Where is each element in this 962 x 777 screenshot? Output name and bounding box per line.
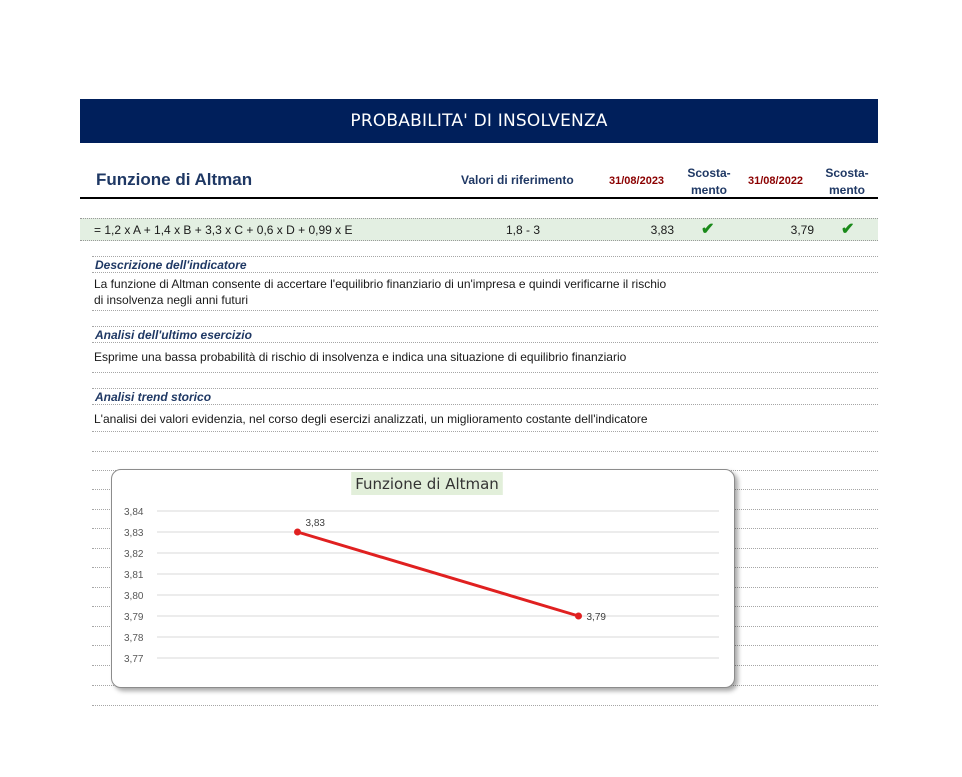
variance-header-line1: Scosta- bbox=[825, 166, 869, 180]
divider bbox=[92, 404, 878, 405]
formula-text: = 1,2 x A + 1,4 x B + 3,3 x C + 0,6 x D + 0,99 x E bbox=[94, 223, 353, 237]
trend-title: Analisi trend storico bbox=[95, 390, 212, 404]
divider bbox=[92, 451, 878, 452]
indicator-title: Funzione di Altman bbox=[96, 170, 253, 189]
y-tick-label: 3,78 bbox=[124, 633, 144, 644]
y-tick-label: 3,84 bbox=[124, 507, 144, 518]
chart-title: Funzione di Altman bbox=[355, 475, 499, 493]
analysis-title: Analisi dell'ultimo esercizio bbox=[95, 328, 252, 342]
value-current: 3,83 bbox=[650, 223, 674, 237]
y-tick-label: 3,79 bbox=[124, 612, 144, 623]
divider bbox=[92, 705, 878, 706]
reference-range: 1,8 - 3 bbox=[506, 223, 541, 237]
description-text bbox=[94, 276, 666, 308]
description-title: Descrizione dell'indicatore bbox=[95, 258, 247, 272]
divider bbox=[92, 372, 878, 373]
data-label: 3,79 bbox=[586, 612, 606, 623]
variance-header-line2: mento bbox=[829, 183, 865, 197]
divider bbox=[92, 256, 878, 257]
y-tick-label: 3,81 bbox=[124, 570, 144, 581]
chart-canvas bbox=[112, 470, 734, 687]
divider bbox=[92, 342, 878, 343]
y-tick-label: 3,82 bbox=[124, 549, 144, 560]
data-label: 3,83 bbox=[305, 518, 325, 529]
header-divider bbox=[80, 197, 878, 199]
data-point bbox=[575, 613, 582, 620]
y-tick-label: 3,83 bbox=[124, 528, 144, 539]
section-banner: PROBABILITA' DI INSOLVENZA bbox=[80, 99, 878, 143]
divider bbox=[92, 388, 878, 389]
current-date-header: 31/08/2023 bbox=[609, 175, 665, 187]
altman-chart bbox=[111, 469, 735, 688]
y-tick-label: 3,77 bbox=[124, 654, 144, 665]
variance-header-previous bbox=[820, 165, 874, 199]
previous-date-header: 31/08/2022 bbox=[748, 175, 804, 187]
variance-header-line2: mento bbox=[691, 183, 727, 197]
divider bbox=[92, 431, 878, 432]
divider bbox=[92, 310, 878, 311]
check-icon: ✔ bbox=[701, 221, 715, 238]
data-point bbox=[294, 529, 301, 536]
trend-text: L'analisi dei valori evidenzia, nel corso degli esercizi analizzati, un miglioramento costante dell'indicatore bbox=[94, 412, 648, 426]
variance-header-line1: Scosta- bbox=[687, 166, 731, 180]
description-line: La funzione di Altman consente di accertare l'equilibrio finanziario di un'impresa e quindi verificarne il rischio bbox=[94, 277, 667, 291]
value-previous: 3,79 bbox=[790, 223, 814, 237]
description-line: di insolvenza negli anni futuri bbox=[94, 293, 249, 307]
divider bbox=[92, 272, 878, 273]
divider bbox=[92, 326, 878, 327]
variance-header-current bbox=[682, 165, 736, 199]
reference-values-header: Valori di riferimento bbox=[461, 173, 574, 187]
formula-row bbox=[80, 218, 878, 241]
check-icon: ✔ bbox=[841, 221, 855, 238]
y-tick-label: 3,80 bbox=[124, 591, 144, 602]
analysis-text: Esprime una bassa probabilità di rischio di insolvenza e indica una situazione di equilibrio finanziario bbox=[94, 350, 627, 364]
